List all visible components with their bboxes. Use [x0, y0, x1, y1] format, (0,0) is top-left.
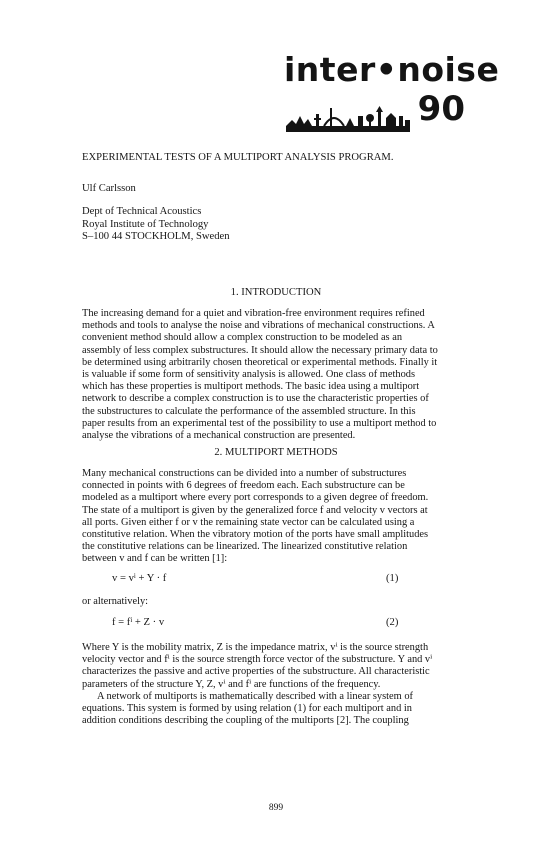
equation-1-rhs: + Y · f [135, 573, 167, 584]
text-line: the substructures to calculate the performance of the assembled structure. In this [82, 405, 416, 417]
or-alternatively-text [82, 596, 474, 608]
text-line: or alternatively: [82, 596, 149, 607]
text-line: modeled as a multiport where every port corresponds to a given degree of freedom. [82, 492, 429, 504]
affiliation-line: Dept of Technical Acoustics [82, 206, 202, 217]
equation-2-lhs: f = f [112, 617, 131, 628]
page-number: 899 [268, 803, 284, 813]
text-line: The state of a multiport is given by the generalized force f and velocity v vectors at [82, 504, 428, 516]
affiliation-line: Royal Institute of Technology [82, 218, 209, 230]
multiport-paragraph-b [82, 642, 474, 727]
equation-1-number: (1) [386, 573, 399, 584]
text-line: paper results from an experimental test of the possibility to use a multiport method to [82, 417, 437, 429]
paper-title: EXPERIMENTAL TESTS OF A MULTIPORT ANALYSIS PROGRAM. [82, 152, 394, 163]
text-line: parameters of the structure Y, Z, vⁱ and fⁱ are functions of the frequency. [82, 678, 381, 690]
text-line: characterizes the passive and active properties of the substructure. All characteristic [82, 666, 430, 678]
introduction-paragraph [82, 308, 474, 442]
stockholm-skyline-icon [286, 104, 410, 132]
section-heading-multiport-methods: 2. MULTIPORT METHODS [214, 447, 338, 458]
text-line: all ports. Given either f or v the remaining state vector can be calculated using a [82, 516, 415, 528]
text-line: constitutive relation. When the vibratory motion of the ports have small amplitudes [82, 529, 429, 541]
section-heading-introduction: 1. INTRODUCTION [230, 287, 322, 298]
text-line: assembly of less complex substructures. It should allow the necessary primary data to [82, 344, 438, 356]
text-line: be determined using arbitrarily chosen theoretical or experimental methods. Finally it [82, 356, 438, 368]
text-line: velocity vector and fⁱ is the source strength force vector of the substructure. Y and vⁱ [82, 654, 433, 666]
equation-1-superscript: i [133, 572, 136, 580]
author-name: Ulf Carlsson [82, 183, 136, 194]
equation-1 [112, 572, 166, 585]
conference-year: 90 [417, 89, 465, 129]
affiliation-line: S–100 44 STOCKHOLM, Sweden [82, 231, 230, 243]
text-line: between v and f can be written [1]: [82, 553, 228, 565]
text-line: A network of multiports is mathematically described with a linear system of [82, 690, 413, 702]
text-line: Many mechanical constructions can be divided into a number of substructures [82, 468, 407, 479]
author-affiliation [82, 206, 230, 244]
text-line: analyse the vibrations of a mechanical construction are presented. [82, 430, 356, 442]
text-line: the constitutive relations can be linearized. The linearized constitutive relation [82, 541, 408, 553]
equation-2-number: (2) [386, 617, 399, 628]
text-line: which has these properties is multiport methods. The basic idea using a multiport [82, 381, 420, 393]
equation-2-rhs: + Z · v [132, 617, 165, 628]
equation-2 [112, 616, 164, 629]
multiport-paragraph-a [82, 468, 474, 566]
text-line: is valuable if some form of sensitivity analysis is allowed. One class of methods [82, 369, 416, 381]
text-line: addition conditions describing the coupling of the multiports [2]. The coupling [82, 715, 409, 727]
text-line: Where Y is the mobility matrix, Z is the impedance matrix, vⁱ is the source strength [82, 642, 429, 653]
text-line: connected in points with 6 degrees of freedom each. Each substructure can be [82, 480, 405, 492]
text-line: methods and tools to analyse the noise and vibrations of mechanical constructions. A [82, 320, 435, 332]
text-line: equations. This system is formed by using relation (1) for each multiport and in [82, 703, 412, 715]
text-line: The increasing demand for a quiet and vibration-free environment requires refined [82, 308, 425, 319]
text-line: convenient method should allow a complex construction to be modeled as an [82, 332, 403, 344]
conference-wordmark: inter•noise [284, 50, 500, 89]
text-line: network to describe a complex construction is to use the characteristic properties of [82, 393, 429, 405]
equation-2-superscript: i [130, 616, 133, 624]
equation-1-lhs: v = v [112, 573, 134, 584]
